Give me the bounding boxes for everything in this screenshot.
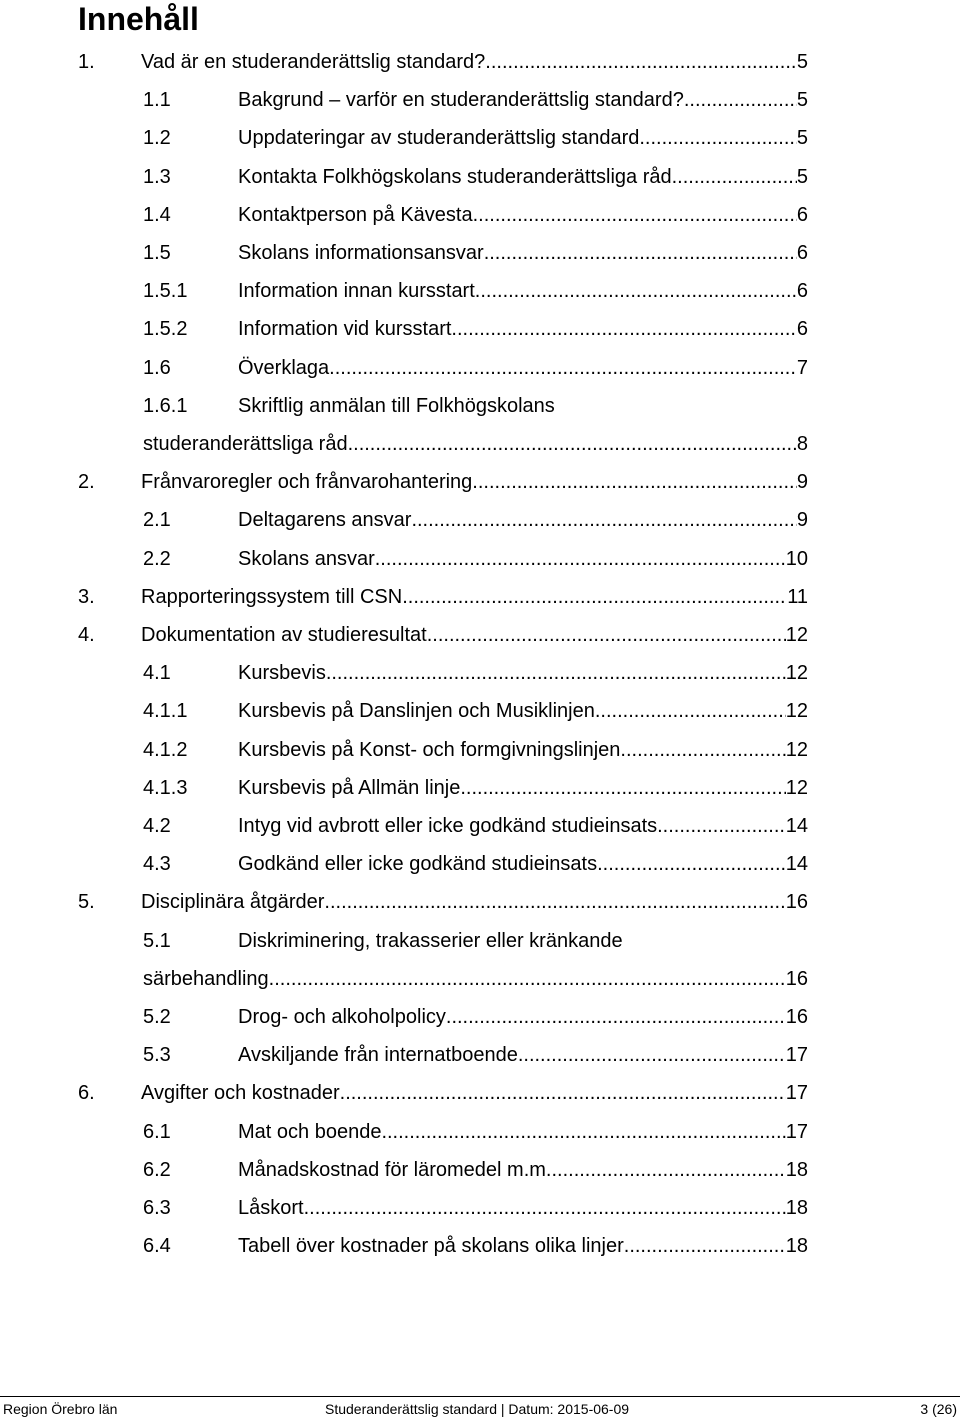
- toc-entry[interactable]: [0, 1151, 960, 1189]
- toc-entry-title: Intyg vid avbrott eller icke godkänd studieinsats: [238, 815, 658, 837]
- toc-entry-number: 6.3: [143, 1197, 171, 1219]
- toc-entry-title: Information vid kursstart: [238, 318, 452, 341]
- toc-entry-title: Vad är en studeranderättslig standard?: [141, 51, 486, 73]
- toc-entry-title: Månadskostnad för läromedel m.m.: [238, 1158, 552, 1181]
- toc-entry-page: 17: [785, 1082, 808, 1105]
- dot-leader: [324, 883, 785, 921]
- dot-leader: [460, 769, 785, 807]
- toc-entry[interactable]: [0, 387, 960, 425]
- toc-entry[interactable]: [0, 922, 960, 960]
- toc-entry-number: 2.2: [143, 547, 171, 570]
- toc-entry-number: 3.: [78, 585, 95, 608]
- toc-entry-page: 9: [796, 509, 808, 532]
- toc-entry-page: 5: [796, 51, 808, 73]
- toc-entry[interactable]: [0, 119, 960, 157]
- toc-entry-page: 5: [796, 165, 808, 188]
- toc-entry-page: 16: [785, 891, 808, 914]
- toc-entry-number: 4.1.2: [143, 738, 188, 761]
- toc-entry-number: 1.5.1: [143, 280, 188, 303]
- toc-entry[interactable]: [0, 234, 960, 272]
- toc-entry-number: 1.2: [143, 127, 171, 150]
- toc-entry-title: Godkänd eller icke godkänd studieinsats: [238, 853, 598, 876]
- toc-entry-title: Rapporteringssystem till CSN: [141, 585, 403, 608]
- dot-leader: [597, 845, 786, 883]
- toc-entry[interactable]: [0, 158, 960, 196]
- toc-entry[interactable]: [0, 578, 960, 616]
- toc-entry[interactable]: [0, 310, 960, 348]
- dot-leader: [684, 81, 797, 119]
- toc-entry-title: Frånvaroregler och frånvarohantering: [141, 471, 473, 494]
- toc-entry-page: 6: [796, 280, 808, 303]
- toc-entry-number: 4.3: [143, 853, 171, 876]
- toc-entry[interactable]: [0, 1227, 960, 1265]
- toc-entry[interactable]: [0, 692, 960, 730]
- toc-entry-title: Bakgrund – varför en studeranderättslig standard?: [238, 89, 684, 112]
- toc-entry[interactable]: [0, 998, 960, 1036]
- toc-entry[interactable]: [0, 1074, 960, 1112]
- toc-entry-page: 18: [785, 1235, 808, 1258]
- toc-entry-page: 6: [796, 203, 808, 226]
- toc-entry[interactable]: [0, 196, 960, 234]
- toc-entry[interactable]: [0, 731, 960, 769]
- toc-entry-number: 5.1: [143, 929, 171, 952]
- toc-entry-page: 9: [796, 471, 808, 494]
- toc-entry-page: 18: [785, 1197, 808, 1219]
- toc-entry-number: 1.5: [143, 242, 171, 264]
- toc-entry-title: Mat och boende: [238, 1120, 382, 1143]
- toc-entry-title: Kursbevis: [238, 662, 326, 685]
- toc-entry-number: 5.: [78, 891, 95, 914]
- toc-entry-title: Information innan kursstart: [238, 280, 475, 303]
- toc-entry-page: 5: [796, 89, 808, 112]
- toc-entry[interactable]: [0, 272, 960, 310]
- toc-entry-title: Kontaktperson på Kävesta: [238, 203, 473, 226]
- toc-entry-page: 12: [785, 738, 808, 761]
- toc-entry-number: 1.6.1: [143, 394, 188, 417]
- toc-entry-number: 4.2: [143, 815, 171, 837]
- dot-leader: [451, 310, 796, 348]
- dot-leader: [473, 196, 797, 234]
- toc-entry-number: 1.5.2: [143, 318, 188, 341]
- toc-entry-title: Kursbevis på Allmän linje: [238, 776, 461, 799]
- dot-leader: [329, 349, 797, 387]
- page-title: Innehåll: [78, 1, 199, 37]
- toc-entry-page: 12: [785, 776, 808, 799]
- toc-entry-title: Avskiljande från internatboende: [238, 1044, 518, 1067]
- toc-entry-title: Låskort: [238, 1197, 304, 1219]
- toc-entry-number: 1.1: [143, 89, 171, 112]
- dot-leader: [620, 731, 785, 769]
- toc-entry-page: 6: [796, 242, 808, 264]
- dot-leader: [484, 234, 797, 272]
- toc-entry-continuation[interactable]: [0, 425, 960, 463]
- dot-leader: [518, 1036, 786, 1074]
- toc-entry-title: Skolans ansvar: [238, 547, 375, 570]
- toc-entry-page: 8: [796, 433, 808, 455]
- toc-entry[interactable]: [0, 654, 960, 692]
- dot-leader: [411, 501, 796, 539]
- toc-entry-title-continued: särbehandling: [143, 967, 269, 990]
- toc-entry-title: Kontakta Folkhögskolans studeranderättsliga råd: [238, 165, 672, 188]
- toc-entry-title-continued: studeranderättsliga råd: [143, 433, 348, 455]
- dot-leader: [472, 463, 797, 501]
- toc-entry-number: 4.1.3: [143, 776, 188, 799]
- toc-entry-number: 4.1: [143, 662, 171, 685]
- dot-leader: [475, 272, 797, 310]
- toc-entry[interactable]: [0, 769, 960, 807]
- toc-entry-title: Kursbevis på Danslinjen och Musiklinjen: [238, 700, 595, 723]
- dot-leader: [485, 43, 797, 81]
- toc-entry-continuation[interactable]: [0, 960, 960, 998]
- dot-leader: [672, 158, 797, 196]
- toc-entry-number: 2.: [78, 471, 95, 494]
- dot-leader: [402, 578, 787, 616]
- dot-leader: [427, 616, 786, 654]
- toc-entry-number: 1.3: [143, 165, 171, 188]
- toc-entry[interactable]: [0, 501, 960, 539]
- dot-leader: [269, 960, 786, 998]
- toc-entry-title: Skolans informationsansvar: [238, 242, 484, 264]
- toc-entry-page: 14: [785, 853, 808, 876]
- toc-entry-number: 4.: [78, 624, 95, 646]
- toc-entry-page: 12: [785, 662, 808, 685]
- toc-entry-page: 18: [785, 1158, 808, 1181]
- toc-entry-page: 16: [785, 1006, 808, 1028]
- toc-entry-page: 10: [785, 547, 808, 570]
- toc-entry-number: 5.3: [143, 1044, 171, 1067]
- toc-entry-title: Kursbevis på Konst- och formgivningslinjen: [238, 738, 621, 761]
- toc-entry[interactable]: [0, 807, 960, 845]
- toc-entry[interactable]: [0, 1189, 960, 1227]
- toc-entry-number: 5.2: [143, 1006, 171, 1028]
- toc-entry-title: Deltagarens ansvar: [238, 509, 412, 532]
- dot-leader: [326, 654, 786, 692]
- dot-leader: [595, 692, 786, 730]
- toc-entry-page: 7: [796, 356, 808, 379]
- toc-entry-page: 14: [785, 815, 808, 837]
- toc-entry-page: 16: [785, 967, 808, 990]
- dot-leader: [304, 1189, 786, 1227]
- toc-entry-page: 6: [796, 318, 808, 341]
- toc-entry-title: Dokumentation av studieresultat: [141, 624, 427, 646]
- footer-organization: Region Örebro län: [3, 1401, 118, 1417]
- toc-entry-title: Tabell över kostnader på skolans olika linjer: [238, 1235, 624, 1258]
- dot-leader: [340, 1074, 786, 1112]
- toc-entry-number: 1.6: [143, 356, 171, 379]
- dot-leader: [551, 1151, 785, 1189]
- dot-leader: [348, 425, 797, 463]
- toc-entry[interactable]: [0, 1113, 960, 1151]
- toc-entry-number: 6.2: [143, 1158, 171, 1181]
- dot-leader: [624, 1227, 786, 1265]
- footer-page-number: 3 (26): [920, 1401, 957, 1417]
- toc-entry-title: Disciplinära åtgärder: [141, 891, 325, 914]
- toc-entry-number: 4.1.1: [143, 700, 188, 723]
- toc-entry[interactable]: [0, 81, 960, 119]
- toc-entry-title: Uppdateringar av studeranderättslig standard: [238, 127, 640, 150]
- toc-entry-number: 6.1: [143, 1120, 171, 1143]
- toc-entry[interactable]: [0, 463, 960, 501]
- toc-entry-number: 2.1: [143, 509, 171, 532]
- footer-document-info: Studeranderättslig standard | Datum: 2015-06-09: [325, 1401, 630, 1417]
- toc-entry-title: Skriftlig anmälan till Folkhögskolans: [238, 394, 555, 417]
- toc-entry-number: 6.4: [143, 1235, 171, 1258]
- toc-entry-title: Överklaga: [238, 356, 330, 379]
- toc-entry-page: 17: [785, 1120, 808, 1143]
- toc-entry-page: 12: [785, 700, 808, 723]
- toc-entry-title: Diskriminering, trakasserier eller kränkande: [238, 929, 623, 952]
- toc-entry-page: 12: [785, 624, 808, 646]
- toc-entry-title: Avgifter och kostnader: [141, 1082, 340, 1105]
- toc-entry-number: 1.4: [143, 203, 171, 226]
- toc-entry[interactable]: [0, 43, 960, 81]
- dot-leader: [446, 998, 786, 1036]
- toc-entry-page: 11: [787, 585, 808, 608]
- toc-entry[interactable]: [0, 845, 960, 883]
- toc-entry-title: Drog- och alkoholpolicy: [238, 1006, 446, 1028]
- toc-entry[interactable]: [0, 883, 960, 921]
- toc-entry[interactable]: [0, 540, 960, 578]
- toc-entry[interactable]: [0, 1036, 960, 1074]
- dot-leader: [375, 540, 786, 578]
- toc-entry[interactable]: [0, 349, 960, 387]
- toc-entry[interactable]: [0, 616, 960, 654]
- dot-leader: [657, 807, 786, 845]
- toc-entry-page: 17: [785, 1044, 808, 1067]
- toc-entry-number: 1.: [78, 51, 95, 73]
- toc-entry-number: 6.: [78, 1082, 95, 1105]
- page-footer: [0, 1396, 960, 1419]
- toc-entry-page: 5: [796, 127, 808, 150]
- dot-leader: [381, 1113, 785, 1151]
- dot-leader: [639, 119, 797, 157]
